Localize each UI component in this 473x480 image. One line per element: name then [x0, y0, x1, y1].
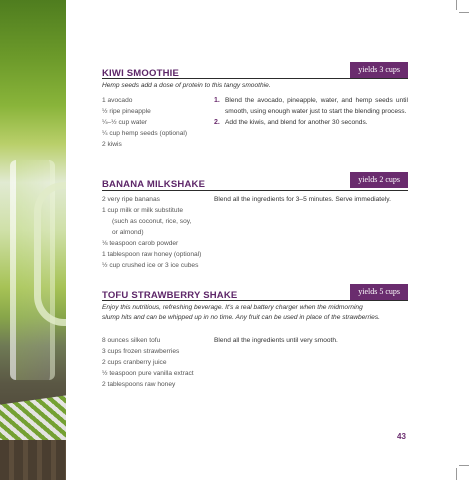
- title-rule: [102, 300, 408, 301]
- direction-step: [214, 117, 408, 128]
- wooden-table: [0, 440, 66, 480]
- title-rule: [102, 78, 408, 79]
- step-text: Blend the avocado, pineapple, water, and hemp seeds until smooth, using enough water just to start the blending process.: [225, 97, 408, 115]
- ingredient: 1 tablespoon raw honey (optional): [102, 251, 202, 258]
- ingredient: ⅛ teaspoon carob powder: [102, 240, 179, 247]
- direction-step: [214, 194, 408, 205]
- ingredient: 2 cups cranberry juice: [102, 359, 167, 366]
- ingredient: or almond): [112, 229, 144, 236]
- recipe-banana-milkshake: [102, 172, 408, 272]
- ingredient: ¼–½ cup water: [102, 119, 148, 126]
- ingredient: 2 very ripe bananas: [102, 196, 160, 203]
- step-text: Blend all the ingredients until very smooth.: [214, 337, 338, 344]
- ingredient-list: [102, 95, 187, 150]
- directions: [214, 335, 408, 346]
- yields-badge: yields 3 cups: [350, 62, 408, 78]
- crop-mark: [456, 468, 457, 480]
- glass-handle-shape: [34, 182, 66, 326]
- recipe-subtitle: Enjoy this nutritious, refreshing beverage. It's a real battery charger when the midmorning slump hits and can be whipped up in no time. Any fruit can be used in place of the strawberries.: [102, 304, 380, 321]
- crop-mark: [459, 12, 469, 13]
- ingredient: ¼ cup hemp seeds (optional): [102, 130, 188, 137]
- ingredient-list: [102, 335, 194, 390]
- title-rule: [102, 190, 408, 191]
- ingredient: 1 avocado: [102, 97, 133, 104]
- step-text: Blend all the ingredients for 3–5 minutes. Serve immediately.: [214, 196, 391, 203]
- ingredient: 3 cups frozen strawberries: [102, 348, 180, 355]
- ingredient: 1 cup milk or milk substitute: [102, 207, 183, 214]
- ingredient-list: [102, 194, 201, 271]
- crop-mark: [459, 465, 469, 466]
- ingredient: ½ cup crushed ice or 3 ice cubes: [102, 262, 199, 269]
- step-number: 2.: [214, 119, 220, 126]
- yields-badge: yields 2 cups: [350, 172, 408, 188]
- step-text: Add the kiwis, and blend for another 30 seconds.: [225, 119, 368, 126]
- page-number: 43: [397, 432, 406, 441]
- directions: [214, 95, 408, 128]
- step-number: 1.: [214, 97, 220, 104]
- ingredient: ½ teaspoon pure vanilla extract: [102, 370, 194, 377]
- direction-step: [214, 335, 408, 346]
- direction-step: [214, 95, 408, 117]
- recipe-tofu-strawberry-shake: [102, 284, 408, 394]
- ingredient: ½ ripe pineapple: [102, 108, 151, 115]
- smoothie-photo: [0, 0, 66, 480]
- recipe-title: TOFU STRAWBERRY SHAKE: [102, 290, 238, 301]
- crop-mark: [456, 0, 457, 10]
- recipe-kiwi-smoothie: [102, 62, 408, 162]
- recipe-title: BANANA MILKSHAKE: [102, 179, 206, 190]
- recipe-title: KIWI SMOOTHIE: [102, 68, 180, 79]
- recipe-subtitle: Hemp seeds add a dose of protein to this tangy smoothie.: [102, 82, 271, 89]
- ingredient: (such as coconut, rice, soy,: [112, 218, 192, 225]
- yields-badge: yields 5 cups: [350, 284, 408, 300]
- ingredient: 8 ounces silken tofu: [102, 337, 161, 344]
- ingredient: 2 kiwis: [102, 141, 122, 148]
- directions: [214, 194, 408, 205]
- ingredient: 2 tablespoons raw honey: [102, 381, 176, 388]
